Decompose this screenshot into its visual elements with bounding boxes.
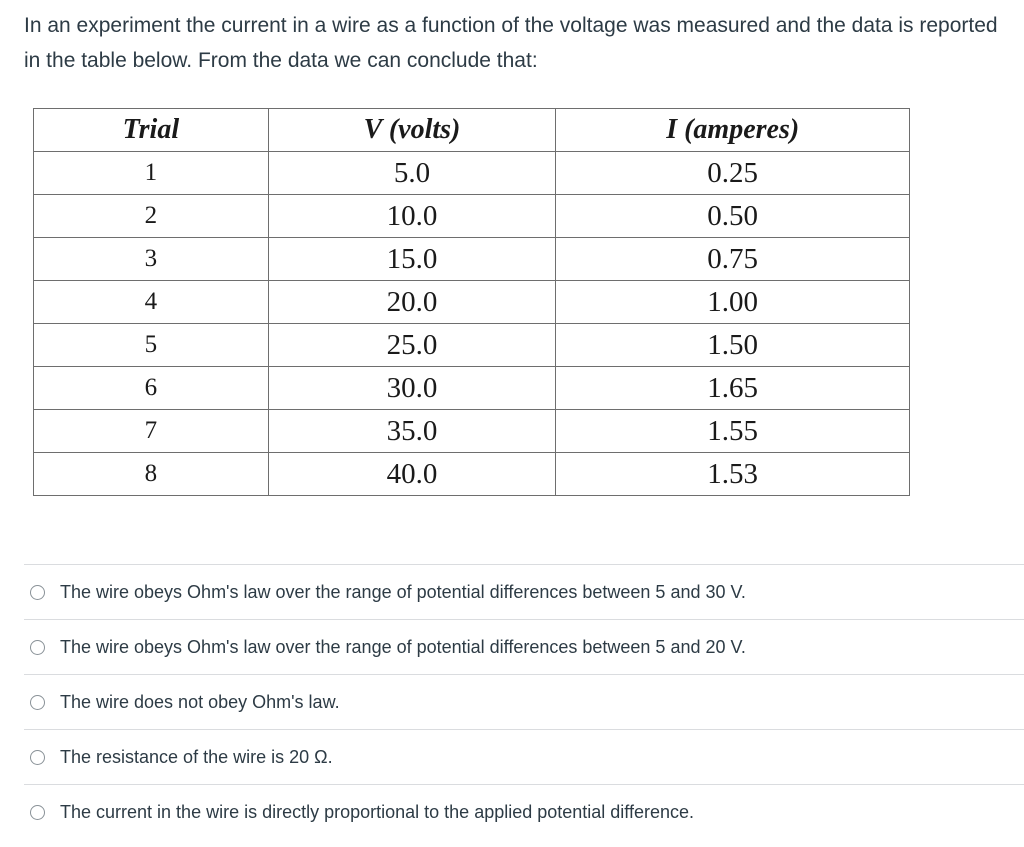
radio-button[interactable]: [30, 695, 45, 710]
table-row: [34, 238, 910, 281]
cell-current: 1.00: [556, 281, 910, 324]
question-text: In an experiment the current in a wire as a function of the voltage was measured and the data is reported in the table below. From the data we can conclude that:: [24, 14, 998, 72]
table-header-row: [34, 109, 910, 152]
data-table: [33, 108, 910, 496]
header-current: I (amperes): [556, 109, 910, 152]
answer-list: [24, 564, 1024, 839]
cell-voltage: 10.0: [268, 195, 556, 238]
cell-voltage: 35.0: [268, 410, 556, 453]
table-row: [34, 195, 910, 238]
header-trial: Trial: [34, 109, 269, 152]
cell-voltage: 25.0: [268, 324, 556, 367]
cell-trial: 4: [34, 281, 269, 324]
answer-option-4[interactable]: [24, 729, 1024, 784]
cell-trial: 2: [34, 195, 269, 238]
cell-trial: 1: [34, 152, 269, 195]
cell-trial: 6: [34, 367, 269, 410]
cell-current: 0.25: [556, 152, 910, 195]
cell-voltage: 5.0: [268, 152, 556, 195]
answer-label: The wire does not obey Ohm's law.: [60, 691, 340, 712]
radio-button[interactable]: [30, 750, 45, 765]
cell-current: 1.65: [556, 367, 910, 410]
table-row: [34, 324, 910, 367]
cell-current: 1.53: [556, 453, 910, 496]
cell-voltage: 40.0: [268, 453, 556, 496]
answer-label: The wire obeys Ohm's law over the range of potential differences between 5 and 20 V.: [60, 636, 746, 657]
radio-button[interactable]: [30, 805, 45, 820]
cell-trial: 3: [34, 238, 269, 281]
cell-trial: 5: [34, 324, 269, 367]
table-row: [34, 281, 910, 324]
cell-voltage: 30.0: [268, 367, 556, 410]
answer-option-3[interactable]: [24, 674, 1024, 729]
radio-button[interactable]: [30, 640, 45, 655]
header-voltage: V (volts): [268, 109, 556, 152]
cell-current: 0.75: [556, 238, 910, 281]
cell-current: 0.50: [556, 195, 910, 238]
table-row: [34, 410, 910, 453]
cell-current: 1.55: [556, 410, 910, 453]
cell-trial: 7: [34, 410, 269, 453]
table-row: [34, 367, 910, 410]
radio-button[interactable]: [30, 585, 45, 600]
cell-current: 1.50: [556, 324, 910, 367]
answer-label: The current in the wire is directly proportional to the applied potential difference.: [60, 801, 695, 822]
answer-option-2[interactable]: [24, 619, 1024, 674]
table-header: [34, 109, 910, 152]
answer-label: The resistance of the wire is 20 Ω.: [60, 746, 333, 767]
table-body: [34, 152, 910, 496]
cell-voltage: 20.0: [268, 281, 556, 324]
answer-label: The wire obeys Ohm's law over the range of potential differences between 5 and 30 V.: [60, 581, 746, 602]
answer-option-1[interactable]: [24, 564, 1024, 619]
answer-option-5[interactable]: [24, 784, 1024, 839]
cell-trial: 8: [34, 453, 269, 496]
cell-voltage: 15.0: [268, 238, 556, 281]
table-row: [34, 453, 910, 496]
table-row: [34, 152, 910, 195]
